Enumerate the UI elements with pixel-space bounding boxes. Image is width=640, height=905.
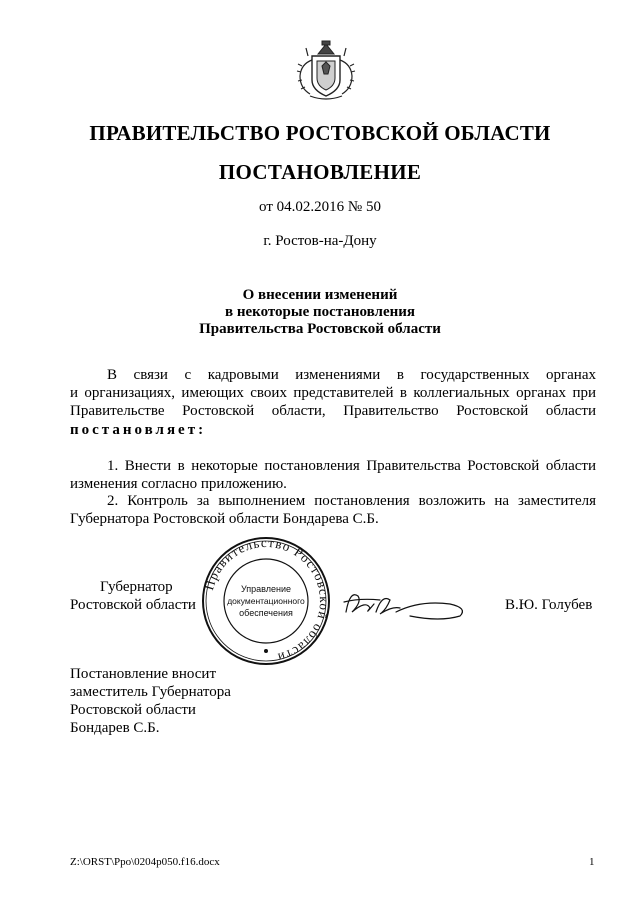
resolution-item-1-continuation: изменения согласно приложению. bbox=[70, 476, 287, 492]
seal-inner-line: обеспечения bbox=[239, 608, 293, 618]
resolution-item-2: 2. Контроль за выполнением постановления возложить на заместителя bbox=[107, 493, 596, 509]
coat-of-arms-icon bbox=[296, 40, 356, 102]
signatory-position-region: Ростовской области bbox=[70, 597, 196, 613]
page-number: 1 bbox=[589, 856, 595, 868]
introducer-line: Постановление вносит bbox=[70, 666, 217, 682]
signatory-name: В.Ю. Голубев bbox=[505, 597, 593, 613]
introducer-line: Бондарев С.Б. bbox=[70, 720, 160, 736]
organization-title: ПРАВИТЕЛЬСТВО РОСТОВСКОЙ ОБЛАСТИ bbox=[89, 121, 551, 145]
subject-line: Правительства Ростовской области bbox=[199, 321, 441, 337]
preamble-line: Правительстве Ростовской области, Правительство Ростовской области bbox=[70, 403, 596, 419]
subject-line: в некоторые постановления bbox=[224, 304, 416, 320]
subject-line: О внесении изменений bbox=[242, 287, 398, 303]
introducer-line: заместитель Губернатора bbox=[70, 684, 231, 700]
handwritten-signature bbox=[340, 582, 480, 626]
preamble-line: В связи с кадровыми изменениями в государственных органах bbox=[107, 367, 596, 383]
document-city: г. Ростов-на-Дону bbox=[263, 233, 377, 249]
introducer-line: Ростовской области bbox=[70, 702, 196, 718]
resolution-item-1: 1. Внести в некоторые постановления Правительства Ростовской области bbox=[107, 458, 596, 474]
seal-inner-line: Управление bbox=[240, 584, 292, 594]
footer-file-path: Z:\ORST\Ppo\0204p050.f16.docx bbox=[70, 856, 220, 868]
document-date-number: от 04.02.2016 № 50 bbox=[259, 199, 381, 215]
resolution-item-2-continuation: Губернатора Ростовской области Бондарева С.Б. bbox=[70, 511, 379, 527]
seal-ring-text: Правительство Ростовской области bbox=[201, 535, 332, 666]
preamble-line: и организациях, имеющих своих представителей в коллегиальных органах при bbox=[70, 385, 596, 401]
official-seal-stamp bbox=[200, 535, 332, 667]
decides-word: постановляет: bbox=[70, 422, 207, 438]
signatory-position: Губернатор bbox=[100, 579, 173, 595]
document-type: ПОСТАНОВЛЕНИЕ bbox=[218, 160, 422, 184]
seal-inner-line: документационного bbox=[227, 596, 305, 606]
